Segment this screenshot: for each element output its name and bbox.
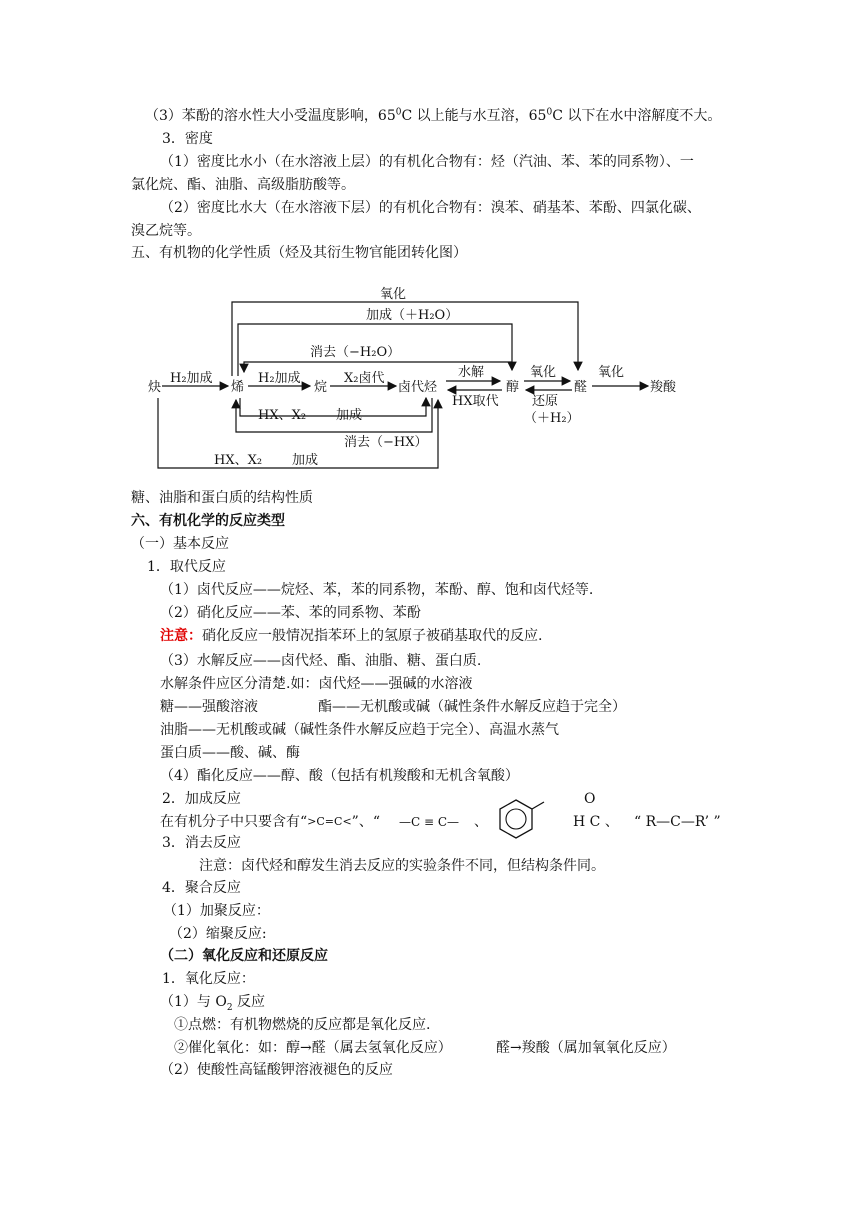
solubility-phenol-line: （3）苯酚的溶水性大小受温度影响，$65^0C$ 以上能与水互溶，$65^0C$ 以下在水中溶解度不大。 <box>145 107 722 124</box>
carbonyl-oxygen: O <box>584 791 596 807</box>
nitration-line: （2）硝化反应——苯、苯的同系物、苯酚 <box>160 605 421 621</box>
label-reduction: 还原 <box>532 394 559 409</box>
functional-group-conversion-diagram <box>140 284 680 474</box>
list-separator: 、 <box>474 814 488 830</box>
label-x2-halogenation: X₂卤代 <box>344 371 385 386</box>
halogenation-line: （1）卤代反应——烷烃、苯，苯的同系物，苯酚、醇、饱和卤代烃等. <box>160 582 594 598</box>
node-carboxylic-acid: 羧酸 <box>650 380 677 395</box>
fat-hydrolysis-line: 油脂——无机酸或碱（碱性条件水解反应趋于完全）、高温水蒸气 <box>160 722 559 738</box>
node-alkene: 烯 <box>231 380 245 395</box>
label-hydrolysis: 水解 <box>458 365 485 380</box>
aldehyde-group: H C 、 <box>573 814 619 830</box>
node-alcohol: 醇 <box>506 380 520 395</box>
combustion-line: ①点燃：有机物燃烧的反应都是氧化反应. <box>174 1017 431 1033</box>
label-hx-x2-1: HX、X₂ <box>258 408 307 423</box>
label-oxidation-2: 氧化 <box>598 365 625 380</box>
oxidation-heading: 1．氧化反应： <box>162 971 255 987</box>
node-alkyne: 炔 <box>148 380 162 395</box>
protein-hydrolysis-line: 蛋白质——酸、碱、酶 <box>160 745 300 761</box>
section-six-heading: 六、有机化学的反应类型 <box>131 513 285 529</box>
density-less-line-cont: 氯化烷、酯、油脂、高级脂肪酸等。 <box>131 177 355 193</box>
catalytic-oxidation-line: ②催化氧化：如：醇→醛（属去氢氧化反应） <box>174 1040 452 1056</box>
hydrolysis-line: （3）水解反应——卤代烃、酯、油脂、糖、蛋白质. <box>160 653 482 669</box>
hydrolysis-conditions-line: 水解条件应区分清楚.如：卤代烃——强碱的水溶液 <box>160 676 473 692</box>
sugar-fat-protein-line: 糖、油脂和蛋白质的结构性质 <box>131 490 313 506</box>
node-haloalkane: 卤代烃 <box>398 380 438 395</box>
addition-heading: 2．加成反应 <box>162 791 241 807</box>
node-alkane: 烷 <box>314 380 328 395</box>
label-oxidation-top: 氧化 <box>380 287 407 302</box>
addition-polymerization-line: （1）加聚反应： <box>163 903 270 919</box>
sugar-hydrolysis-line: 糖——强酸溶液 <box>160 699 258 715</box>
label-elim-hx: 消去（−HX） <box>344 435 428 450</box>
density-greater-line: （2）密度比水大（在水溶液下层）的有机化合物有：溴苯、硝基苯、苯酚、四氯化碳、 <box>160 200 701 216</box>
condensation-polymerization-line: （2）缩聚反应: <box>169 926 267 942</box>
density-less-line: （1）密度比水小（在水溶液上层）的有机化合物有：烃（汽油、苯、苯的同系物）、一 <box>160 154 694 170</box>
label-addition-2: 加成 <box>292 453 319 468</box>
label-h2-addition-2: H₂加成 <box>258 371 301 386</box>
aldehyde-oxidation-line: 醛→羧酸（属加氧氧化反应） <box>496 1040 676 1056</box>
cc-triple-bond: —C ≡ C— <box>399 815 460 829</box>
polymerization-heading: 4．聚合反应 <box>162 880 241 896</box>
elimination-heading: 3．消去反应 <box>162 835 241 851</box>
section-five-heading: 五、有机物的化学性质（烃及其衍生物官能团转化图） <box>131 245 467 261</box>
cc-double-bond: >C=C< <box>307 815 352 828</box>
density-heading: 3．密度 <box>162 131 213 147</box>
basic-reactions-heading: （一）基本反应 <box>131 536 229 552</box>
node-aldehyde: 醛 <box>574 380 588 395</box>
redox-heading: （二）氧化反应和还原反应 <box>160 948 328 964</box>
label-hx-x2-2: HX、X₂ <box>214 453 263 468</box>
density-greater-line-cont: 溴乙烷等。 <box>131 223 201 239</box>
nitration-note-line: 注意：硝化反应一般情况指苯环上的氢原子被硝基取代的反应. <box>160 628 543 644</box>
ketone-group: “ R—C—R’ ” <box>634 814 721 830</box>
benzene-ring-icon <box>496 797 548 843</box>
label-elim-water: 消去（−H₂O） <box>310 345 401 360</box>
ester-hydrolysis-line: 酯——无机酸或碱（碱性条件水解反应趋于完全） <box>318 699 626 715</box>
elimination-note: 注意：卤代烃和醇发生消去反应的实验条件不同，但结构条件同。 <box>199 858 605 874</box>
label-oxidation-1: 氧化 <box>530 365 557 380</box>
kmno4-line: （2）使酸性高锰酸钾溶液褪色的反应 <box>160 1062 393 1078</box>
label-hx-substitution: HX取代 <box>452 394 499 409</box>
label-add-water: 加成（＋H₂O） <box>366 308 459 323</box>
label-plus-h2: （＋H₂） <box>524 411 580 426</box>
esterification-line: （4）酯化反应——醇、酸（包括有机羧酸和无机含氧酸） <box>160 768 519 784</box>
substitution-heading: 1．取代反应 <box>147 559 226 575</box>
label-addition-1: 加成 <box>336 408 363 423</box>
label-h2-addition-1: H₂加成 <box>170 371 213 386</box>
o2-reaction-line: （1）与 $O_2$ 反应 <box>160 994 266 1013</box>
addition-structures-line: 在有机分子中只要含有“>C=C<”、“ <box>160 814 380 830</box>
note-label: 注意： <box>160 628 202 644</box>
